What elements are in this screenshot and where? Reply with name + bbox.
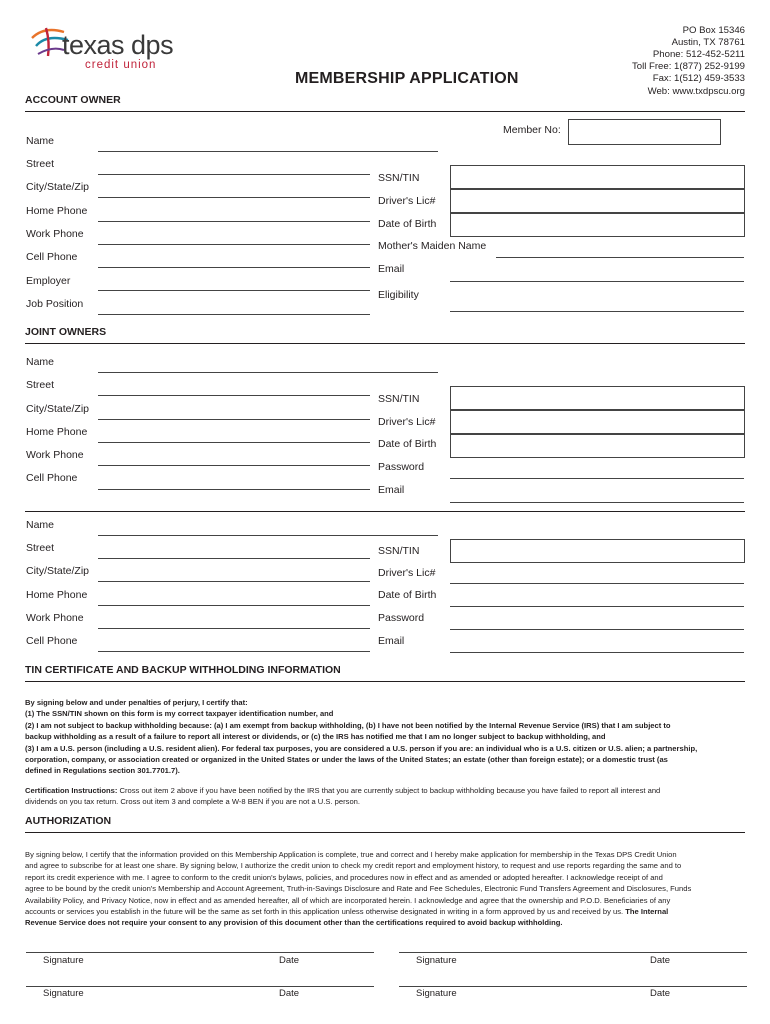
label-city-state-zip: City/State/Zip [26,181,90,193]
signature-label: Signature [43,988,84,999]
label-date-of-birth: Date of Birth [378,589,437,601]
city-state-zip-input[interactable] [98,197,370,198]
label-street: Street [26,158,55,170]
label-email: Email [378,484,405,496]
joint2-home-phone-input[interactable] [98,605,370,606]
tin-line: corporation, company, or association created or organized in the United States or under the laws of the United States; an estate (other than foreign estate); or a domestic trust (as [25,755,668,765]
label-job-position: Job Position [26,298,84,310]
date-label: Date [279,955,300,966]
label-ssn-tin: SSN/TIN [378,172,420,184]
date-label: Date [650,988,671,999]
member-no-input[interactable] [568,119,721,145]
label-work-phone: Work Phone [26,449,84,461]
joint2-ssn-tin-input[interactable] [450,539,745,563]
tin-line: defined in Regulations section 301.7701.7). [25,766,180,776]
address-line: PO Box 15346 [682,25,745,36]
label-eligibility: Eligibility [378,289,419,301]
address-line: Web: www.txdpscu.org [647,86,745,97]
auth-line: and agree to subscribe for at least one share. By signing below, I authorize the credit union to check my credit report and employment history, to request and use reports regarding the same and to [25,861,682,871]
employer-input[interactable] [98,290,370,291]
certification-instructions [25,785,750,808]
signature-label: Signature [416,955,457,966]
auth-line: agree to be bound by the credit union's Membership and Account Agreement, Truth-in-Savings Disclosure and Rate and Fee Schedules, Electronic Fund Transfers Agreement and Disclosures, Funds [25,884,692,894]
address-line: Austin, TX 78761 [671,37,745,48]
section-heading-authorization: AUTHORIZATION [25,815,112,827]
label-name: Name [26,519,55,531]
mothers-maiden-name-input[interactable] [496,257,744,258]
signature-line-3[interactable] [26,986,374,987]
joint2-street-input[interactable] [98,558,370,559]
auth-line: By signing below, I certify that the information provided on this Membership Application is complete, true and correct and I hereby make application for membership in the Texas DPS Credit Union [25,850,677,859]
label-home-phone: Home Phone [26,426,88,438]
street-input[interactable] [98,174,370,175]
joint-work-phone-input[interactable] [98,465,370,466]
label-name: Name [26,135,55,147]
joint2-city-state-zip-input[interactable] [98,581,370,582]
tin-certification-text [25,697,750,777]
joint-name-input[interactable] [98,372,438,373]
section-heading-tin: TIN CERTIFICATE AND BACKUP WITHHOLDING INFORMATION [25,664,341,676]
label-home-phone: Home Phone [26,205,88,217]
tin-line: (1) The SSN/TIN shown on this form is my correct taxpayer identification number, and [25,709,334,719]
drivers-lic-input[interactable] [450,189,745,213]
date-of-birth-input[interactable] [450,213,745,237]
cert-label: Certification Instructions: [25,786,118,795]
joint2-date-of-birth-input[interactable] [450,606,744,607]
signature-label: Signature [43,955,84,966]
joint-ssn-tin-input[interactable] [450,386,745,410]
tin-line: (3) I am a U.S. person (including a U.S. resident alien). For federal tax purposes, you are considered a U.S. person if you are: an individual who is a U.S. citizen or U.S. alien; a partnership, [25,743,698,753]
label-drivers-lic: Driver's Lic# [378,195,436,207]
divider [25,111,745,112]
section-heading-joint-owners: JOINT OWNERS [25,326,107,338]
cert-text: Cross out item 2 above if you have been notified by the IRS that you are currently subject to backup withholding because you have failed to report all interest and [117,786,661,795]
email-input[interactable] [450,281,744,282]
job-position-input[interactable] [98,314,370,315]
date-label: Date [650,955,671,966]
section-heading-account-owner: ACCOUNT OWNER [25,94,121,106]
label-mothers-maiden-name: Mother's Maiden Name [378,240,487,252]
auth-bold-text: The Internal [623,907,669,917]
divider [25,681,745,682]
label-cell-phone: Cell Phone [26,251,78,263]
auth-bold-line: Revenue Service does not require your consent to any provision of this document other than the certifications required to avoid backup withholding. [25,918,563,928]
tin-line: (2) I am not subject to backup withholding because: (a) I am exempt from backup withholding, (b) I have not been notified by the Internal Revenue Service (IRS) that I am subject to [25,720,671,730]
label-email: Email [378,263,405,275]
divider [25,511,745,512]
page-title: MEMBERSHIP APPLICATION [295,70,519,87]
label-ssn-tin: SSN/TIN [378,393,420,405]
label-ssn-tin: SSN/TIN [378,545,420,557]
work-phone-input[interactable] [98,244,370,245]
ssn-tin-input[interactable] [450,165,745,189]
label-city-state-zip: City/State/Zip [26,565,90,577]
eligibility-input[interactable] [450,311,744,312]
joint2-password-input[interactable] [450,629,744,630]
signature-line-1[interactable] [26,952,374,953]
tin-line: By signing below and under penalties of perjury, I certify that: [25,698,248,707]
label-date-of-birth: Date of Birth [378,438,437,450]
joint-email-input[interactable] [450,502,744,503]
joint2-cell-phone-input[interactable] [98,651,370,652]
signature-line-4[interactable] [399,986,747,987]
authorization-text [25,849,750,929]
logo-text: texas dps [62,30,174,60]
label-street: Street [26,379,55,391]
label-name: Name [26,356,55,368]
label-cell-phone: Cell Phone [26,472,78,484]
joint-cell-phone-input[interactable] [98,489,370,490]
label-password: Password [378,612,425,624]
label-cell-phone: Cell Phone [26,635,78,647]
label-drivers-lic: Driver's Lic# [378,567,436,579]
joint-date-of-birth-input[interactable] [450,434,745,458]
label-password: Password [378,461,425,473]
label-date-of-birth: Date of Birth [378,218,437,230]
home-phone-input[interactable] [98,221,370,222]
address-line: Toll Free: 1(877) 252-9199 [631,61,745,72]
date-label: Date [279,988,300,999]
joint2-work-phone-input[interactable] [98,628,370,629]
auth-line: Availability Policy, and Privacy Notice, now in effect and as amended hereafter, all of which are incorporated herein. I acknowledge and agree that the ownership and P.O.D. Beneficiaries of any [25,895,671,905]
divider [25,832,745,833]
label-street: Street [26,542,55,554]
label-work-phone: Work Phone [26,612,84,624]
label-drivers-lic: Driver's Lic# [378,416,436,428]
label-email: Email [378,635,405,647]
auth-line: report its credit experience with me. I agree to conform to the credit union's bylaws, policies, and procedures now in effect and as amended or adopted hereafter. I acknowledge receipt of and [25,872,663,882]
joint-password-input[interactable] [450,478,744,479]
address-line: Phone: 512-452-5211 [652,49,745,60]
joint2-name-input[interactable] [98,535,438,536]
joint-street-input[interactable] [98,395,370,396]
logo-subtitle: credit union [85,59,157,71]
signature-line-2[interactable] [399,952,747,953]
address-line: Fax: 1(512) 459-3533 [652,73,745,84]
auth-line: accounts or services you establish in the future will be the same as set forth in this application unless otherwise designated in writing in a form approved by us and received by us. [25,907,624,917]
joint-drivers-lic-input[interactable] [450,410,745,434]
label-city-state-zip: City/State/Zip [26,403,90,415]
label-work-phone: Work Phone [26,228,84,240]
cert-text: dividends on you tax return. Cross out item 3 and complete a W-8 BEN if you are not a U.S. person. [25,797,360,807]
joint2-drivers-lic-input[interactable] [450,583,744,584]
label-employer: Employer [26,275,71,287]
divider [25,343,745,344]
member-no-label: Member No: [503,124,561,136]
name-input[interactable] [98,151,438,152]
label-home-phone: Home Phone [26,589,88,601]
joint-home-phone-input[interactable] [98,442,370,443]
cell-phone-input[interactable] [98,267,370,268]
tin-line: backup withholding as a result of a failure to report all interest or dividends, or (c) the IRS has notified me that I am no longer subject to backup withholding, and [25,732,606,742]
joint-city-state-zip-input[interactable] [98,419,370,420]
joint2-email-input[interactable] [450,652,744,653]
signature-label: Signature [416,988,457,999]
